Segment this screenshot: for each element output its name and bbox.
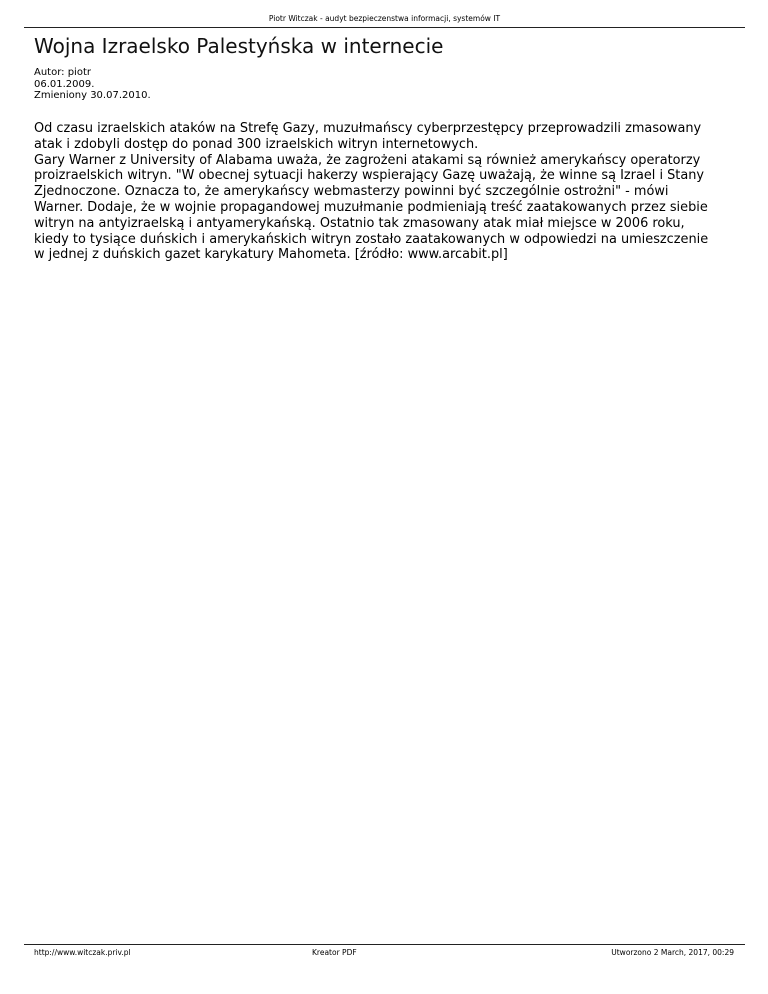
article-meta [34,67,151,102]
publish-date: 06.01.2009. [34,78,95,90]
modified-date: Zmieniony 30.07.2010. [34,90,151,101]
body-line: witryn na antyizraelską i antyamerykańską. Ostatnio tak zmasowany atak miał miejsce w 2006 roku, [34,215,685,231]
body-line: w jednej z duńskich gazet karykatury Mahometa. [źródło: www.arcabit.pl] [34,247,508,263]
body-line: Warner. Dodaje, że w wojnie propagandowej muzułmanie podmieniają treść zaatakowanych przez siebie [34,199,708,215]
body-line: Zjednoczone. Oznacza to, że amerykańscy webmasterzy powinni być szczególnie ostrożni" - mówi [34,184,669,200]
footer-url: http://www.witczak.priv.pl [34,948,131,957]
footer-generator: Kreator PDF [312,948,357,957]
body-line: atak i zdobyli dostęp do ponad 300 izraelskich witryn internetowych. [34,136,479,152]
header-divider [24,27,745,28]
footer-divider [24,944,745,945]
body-line: kiedy to tysiące duńskich i amerykańskich witryn zostało zaatakowanych w odpowiedzi na umieszczenie [34,231,709,247]
article-title: Wojna Izraelsko Palestyńska w internecie [34,34,444,58]
page-header: Piotr Witczak - audyt bezpieczenstwa informacji, systemów IT [268,14,501,23]
body-line: proizraelskich witryn. "W obecnej sytuacji hakerzy wspierający Gazę uważają, że winne są Izrael i Stany [34,168,705,184]
article-body [34,121,734,263]
body-line: Gary Warner z University of Alabama uważa, że zagrożeni atakami są również amerykańscy operatorzy [34,152,701,168]
footer-created: Utworzono 2 March, 2017, 00:29 [611,948,734,957]
body-line: Od czasu izraelskich ataków na Strefę Gazy, muzułmańscy cyberprzestępcy przeprowadzili zmasowany [34,121,702,136]
author-line: Autor: piotr [34,67,91,78]
